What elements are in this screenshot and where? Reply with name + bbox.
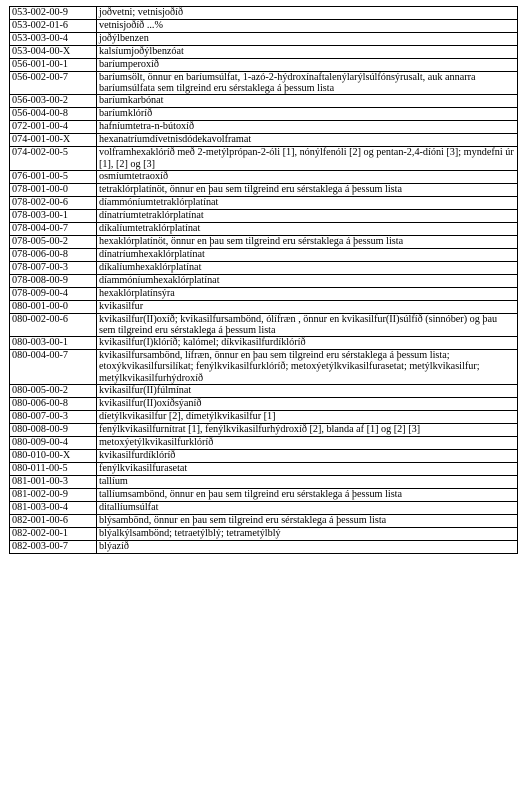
substance-index-body xyxy=(10,7,518,554)
substance-name-cell: baríumsölt, önnur en baríumsúlfat, 1-azó-2-hýdroxínaftalenýlarýlsúlfónsýrusalt, auk annarra baríumsúlfata sem tilgreind eru sérstaklega á þessum lista xyxy=(97,72,518,95)
index-number-cell: 078-004-00-7 xyxy=(10,222,97,235)
table-row xyxy=(10,134,518,147)
index-number-cell: 078-009-00-4 xyxy=(10,287,97,300)
substance-name-cell: kvikasilfur(I)klóríð; kalómel; díkvikasilfurdíklóríð xyxy=(97,337,518,350)
substance-name-cell: díammóníumhexaklórplatínat xyxy=(97,274,518,287)
index-number-cell: 080-006-00-8 xyxy=(10,397,97,410)
index-number-cell: 078-003-00-1 xyxy=(10,209,97,222)
table-row xyxy=(10,514,518,527)
substance-name-cell: baríumperoxíð xyxy=(97,59,518,72)
table-row xyxy=(10,108,518,121)
substance-index-table xyxy=(9,6,518,554)
substance-name-cell: tetraklórplatínöt, önnur en þau sem tilgreind eru sérstaklega á þessum lista xyxy=(97,183,518,196)
index-number-cell: 078-001-00-0 xyxy=(10,183,97,196)
index-number-cell: 078-005-00-2 xyxy=(10,235,97,248)
table-row xyxy=(10,475,518,488)
substance-register-page xyxy=(9,6,517,554)
substance-name-cell: díammóníumtetraklórplatínat xyxy=(97,196,518,209)
table-row xyxy=(10,261,518,274)
table-row xyxy=(10,235,518,248)
table-row xyxy=(10,436,518,449)
table-row xyxy=(10,423,518,436)
index-number-cell: 053-003-00-4 xyxy=(10,33,97,46)
index-number-cell: 080-001-00-0 xyxy=(10,300,97,313)
substance-name-cell: kvikasilfursambönd, lífræn, önnur en þau sem tilgreind eru sérstaklega á þessum lista; etoxýkvikasilfursilíkat; fenýlkvikasilfurklóríð; metoxýetýlkvikasilfurasetat; metýlkvikasilfur; metýlkvikasilfurhýdroxíð xyxy=(97,350,518,385)
index-number-cell: 080-010-00-X xyxy=(10,449,97,462)
substance-name-cell: fenýlkvikasilfurnítrat [1], fenýlkvikasilfurhýdroxíð [2], blanda af [1] og [2] [3] xyxy=(97,423,518,436)
substance-name-cell: díkalíumhexaklórplatínat xyxy=(97,261,518,274)
substance-name-cell: baríumkarbónat xyxy=(97,95,518,108)
substance-name-cell: metoxýetýlkvikasilfurklóríð xyxy=(97,436,518,449)
table-row xyxy=(10,20,518,33)
table-row xyxy=(10,183,518,196)
index-number-cell: 080-007-00-3 xyxy=(10,410,97,423)
index-number-cell: 080-002-00-6 xyxy=(10,313,97,336)
table-row xyxy=(10,209,518,222)
table-row xyxy=(10,46,518,59)
substance-name-cell: blýsambönd, önnur en þau sem tilgreind eru sérstaklega á þessum lista xyxy=(97,514,518,527)
substance-name-cell: díkalíumtetraklórplatínat xyxy=(97,222,518,235)
table-row xyxy=(10,462,518,475)
table-row xyxy=(10,222,518,235)
table-row xyxy=(10,313,518,336)
table-row xyxy=(10,501,518,514)
index-number-cell: 080-011-00-5 xyxy=(10,462,97,475)
index-number-cell: 078-002-00-6 xyxy=(10,196,97,209)
table-row xyxy=(10,300,518,313)
substance-name-cell: kvikasilfur(II)fúlmínat xyxy=(97,384,518,397)
index-number-cell: 056-004-00-8 xyxy=(10,108,97,121)
table-row xyxy=(10,540,518,553)
substance-name-cell: kalsíumjoðýlbenzóat xyxy=(97,46,518,59)
table-row xyxy=(10,488,518,501)
index-number-cell: 081-003-00-4 xyxy=(10,501,97,514)
table-row xyxy=(10,59,518,72)
substance-name-cell: baríumklóríð xyxy=(97,108,518,121)
substance-name-cell: hafníumtetra-n-bútoxíð xyxy=(97,121,518,134)
table-row xyxy=(10,384,518,397)
index-number-cell: 080-004-00-7 xyxy=(10,350,97,385)
substance-name-cell: hexanatríumdívetnisdódekavolframat xyxy=(97,134,518,147)
index-number-cell: 056-001-00-1 xyxy=(10,59,97,72)
table-row xyxy=(10,397,518,410)
substance-name-cell: dínatríumtetraklórplatínat xyxy=(97,209,518,222)
table-row xyxy=(10,410,518,423)
table-row xyxy=(10,196,518,209)
table-row xyxy=(10,274,518,287)
index-number-cell: 080-008-00-9 xyxy=(10,423,97,436)
table-row xyxy=(10,527,518,540)
index-number-cell: 076-001-00-5 xyxy=(10,170,97,183)
table-row xyxy=(10,337,518,350)
index-number-cell: 074-001-00-X xyxy=(10,134,97,147)
table-row xyxy=(10,287,518,300)
index-number-cell: 080-005-00-2 xyxy=(10,384,97,397)
index-number-cell: 053-002-01-6 xyxy=(10,20,97,33)
table-row xyxy=(10,147,518,170)
substance-name-cell: hexaklórplatínsýra xyxy=(97,287,518,300)
substance-name-cell: volframhexaklóríð með 2-metýlprópan-2-óli [1], nónýlfenóli [2] og pentan-2,4-díóni [3]; myndefni úr [1], [2] og [3] xyxy=(97,147,518,170)
index-number-cell: 081-002-00-9 xyxy=(10,488,97,501)
index-number-cell: 056-002-00-7 xyxy=(10,72,97,95)
substance-name-cell: vetnisjoðíð ...% xyxy=(97,20,518,33)
index-number-cell: 081-001-00-3 xyxy=(10,475,97,488)
table-row xyxy=(10,121,518,134)
index-number-cell: 082-003-00-7 xyxy=(10,540,97,553)
index-number-cell: 056-003-00-2 xyxy=(10,95,97,108)
substance-name-cell: díetýlkvikasilfur [2], dímetýlkvikasilfur [1] xyxy=(97,410,518,423)
substance-name-cell: blýazíð xyxy=(97,540,518,553)
substance-name-cell: ditallíumsúlfat xyxy=(97,501,518,514)
substance-name-cell: tallíumsambönd, önnur en þau sem tilgreind eru sérstaklega á þessum lista xyxy=(97,488,518,501)
index-number-cell: 082-001-00-6 xyxy=(10,514,97,527)
table-row xyxy=(10,33,518,46)
table-row xyxy=(10,248,518,261)
index-number-cell: 078-007-00-3 xyxy=(10,261,97,274)
substance-name-cell: joðvetni; vetnisjoðíð xyxy=(97,7,518,20)
table-row xyxy=(10,449,518,462)
substance-name-cell: joðýlbenzen xyxy=(97,33,518,46)
index-number-cell: 072-001-00-4 xyxy=(10,121,97,134)
substance-name-cell: kvikasilfur(II)oxíðsýaníð xyxy=(97,397,518,410)
substance-name-cell: tallíum xyxy=(97,475,518,488)
substance-name-cell: kvikasilfurdíklóríð xyxy=(97,449,518,462)
index-number-cell: 053-002-00-9 xyxy=(10,7,97,20)
substance-name-cell: kvikasilfur xyxy=(97,300,518,313)
substance-name-cell: osmíumtetraoxíð xyxy=(97,170,518,183)
substance-name-cell: fenýlkvikasilfurasetat xyxy=(97,462,518,475)
substance-name-cell: hexaklórplatínöt, önnur en þau sem tilgreind eru sérstaklega á þessum lista xyxy=(97,235,518,248)
table-row xyxy=(10,170,518,183)
substance-name-cell: kvikasilfur(II)oxíð; kvikasilfursambönd, ólífræn , önnur en kvikasilfur(II)súlfíð (sinnóber) og þau sem tilgreind eru sérstaklega á þessum lista xyxy=(97,313,518,336)
index-number-cell: 080-009-00-4 xyxy=(10,436,97,449)
index-number-cell: 082-002-00-1 xyxy=(10,527,97,540)
table-row xyxy=(10,7,518,20)
table-row xyxy=(10,350,518,385)
index-number-cell: 074-002-00-5 xyxy=(10,147,97,170)
index-number-cell: 053-004-00-X xyxy=(10,46,97,59)
index-number-cell: 078-008-00-9 xyxy=(10,274,97,287)
substance-name-cell: blýalkýlsambönd; tetraetýlblý; tetrametýlblý xyxy=(97,527,518,540)
index-number-cell: 078-006-00-8 xyxy=(10,248,97,261)
table-row xyxy=(10,72,518,95)
index-number-cell: 080-003-00-1 xyxy=(10,337,97,350)
substance-name-cell: dínatríumhexaklórplatínat xyxy=(97,248,518,261)
table-row xyxy=(10,95,518,108)
